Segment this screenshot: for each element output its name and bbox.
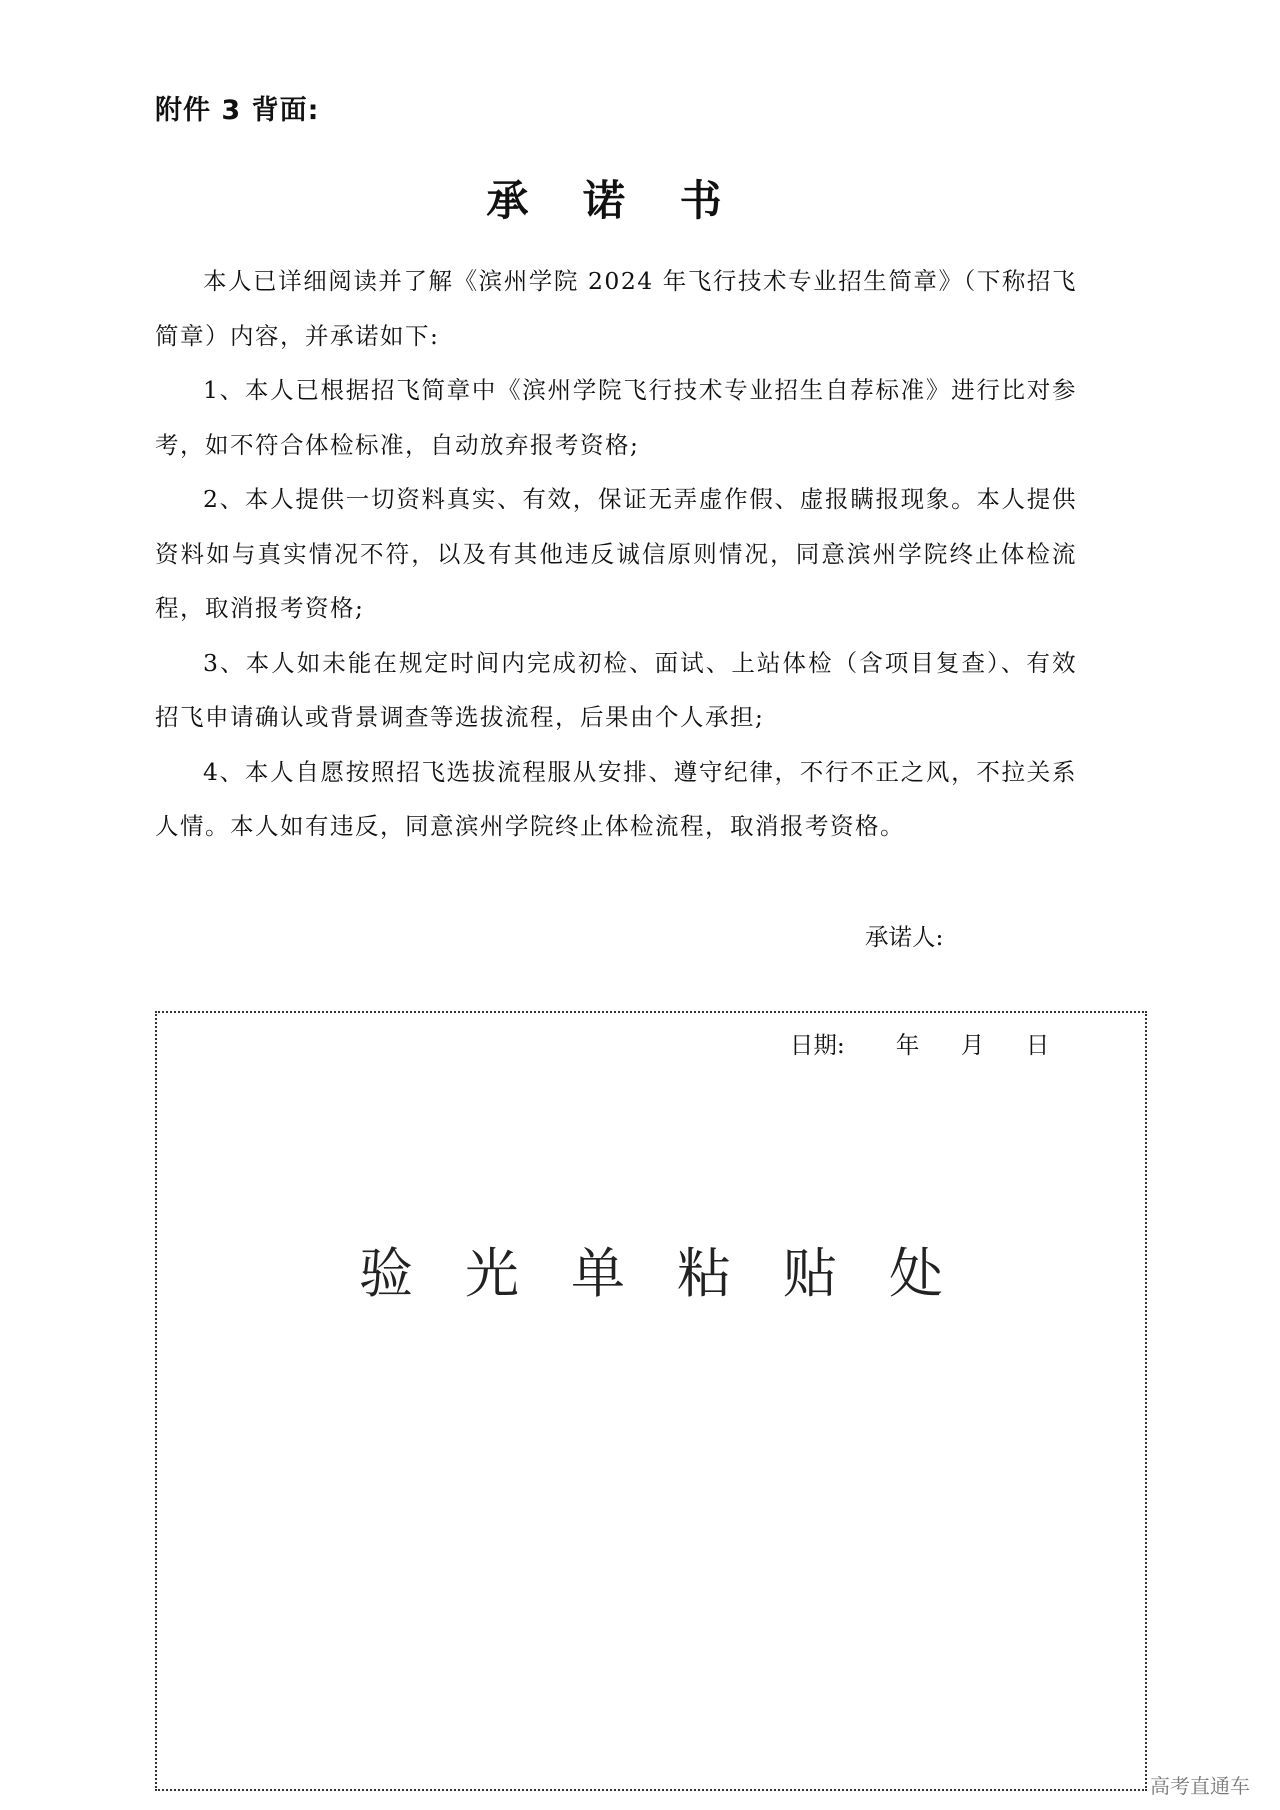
commitment-item-3: 3、本人如未能在规定时间内完成初检、面试、上站体检（含项目复查）、有效招飞申请确认或背景调查等选拔流程，后果由个人承担;	[155, 648, 1077, 731]
commitment-item-4: 4、本人自愿按照招飞选拔流程服从安排、遵守纪律，不行不正之风，不拉关系人情。本人如有违反，同意滨州学院终止体检流程，取消报考资格。	[155, 757, 1077, 840]
date-month-label: 月	[960, 1031, 985, 1059]
watermark: 高考直通车	[1150, 1774, 1250, 1798]
commitment-item-1: 1、本人已根据招飞简章中《滨州学院飞行技术专业招生自荐标准》进行比对参考，如不符合体检标准，自动放弃报考资格;	[155, 376, 1077, 459]
intro-paragraph: 本人已详细阅读并了解《滨州学院 2024 年飞行技术专业招生简章》（下称招飞简章）内容，并承诺如下:	[155, 267, 1077, 350]
commitment-body	[155, 254, 1077, 854]
prescription-paste-area	[155, 1011, 1147, 1791]
attachment-label: 附件 3 背面:	[155, 95, 320, 126]
paste-area-label: 验光单粘贴处	[359, 1242, 995, 1305]
commitment-item-2: 2、本人提供一切资料真实、有效，保证无弄虚作假、虚报瞒报现象。本人提供资料如与真实情况不符，以及有其他违反诚信原则情况，同意滨州学院终止体检流程，取消报考资格;	[155, 485, 1077, 622]
signer-label: 承诺人:	[865, 923, 944, 951]
date-year-label: 年	[895, 1031, 920, 1059]
date-day-label: 日	[1025, 1031, 1050, 1059]
date-label: 日期:	[789, 1031, 845, 1059]
document-title: 承 诺 书	[486, 176, 742, 225]
